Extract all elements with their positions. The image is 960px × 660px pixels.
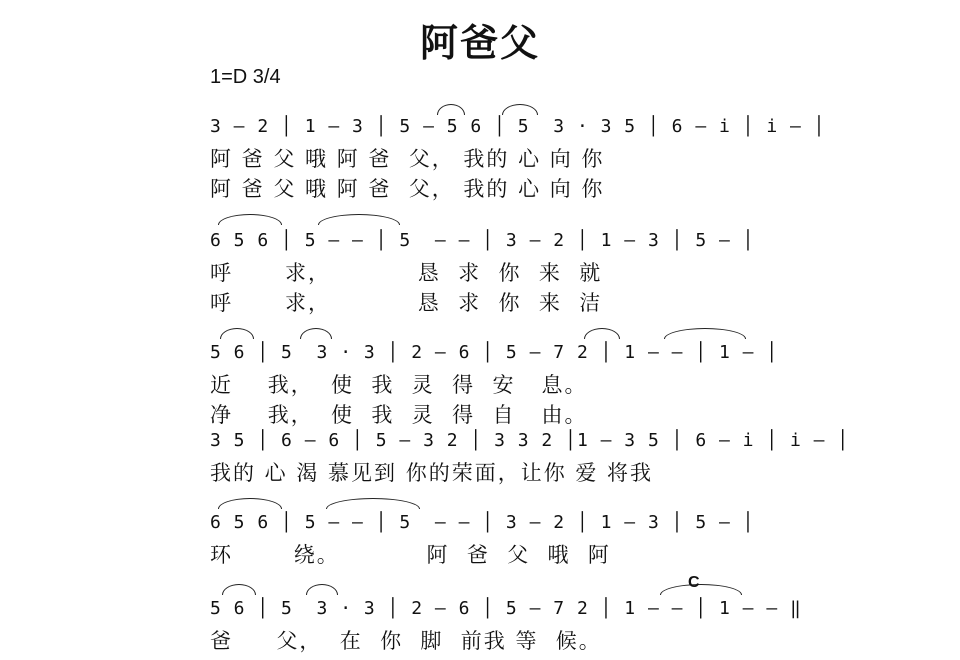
slur	[218, 214, 282, 225]
system-4	[210, 430, 850, 488]
notes-line: 3 – 2 │ 1 – 3 │ 5 – 5 6 │ 5 3 · 3 5 │ 6 – i │ i – │	[210, 116, 826, 137]
notes-line: 6 5 6 │ 5 – – │ 5 – – │ 3 – 2 │ 1 – 3 │ 5 – │	[210, 512, 755, 533]
lyric-line: 呼 求， 恳 求 你 来 就	[210, 261, 603, 285]
slur	[326, 498, 420, 509]
notes-line: 5 6 │ 5 3 · 3 │ 2 – 6 │ 5 – 7 2 │ 1 – – │ 1 – │	[210, 342, 779, 363]
notes-line: 3 5 │ 6 – 6 │ 5 – 3 2 │ 3 3 2 │1 – 3 5 │ 6 – i │ i – │	[210, 430, 850, 451]
slur	[660, 584, 742, 595]
system-1	[210, 116, 826, 204]
slur	[222, 584, 256, 595]
system-3	[210, 342, 779, 430]
song-title: 阿爸父	[419, 21, 540, 65]
lyric-line: 环 绕。 阿 爸 父 哦 阿	[210, 543, 611, 567]
lyric-line: 净 我， 使 我 灵 得 自 由。	[210, 403, 588, 427]
slur	[220, 328, 254, 339]
slur	[584, 328, 620, 339]
slur	[300, 328, 332, 339]
lyric-line: 我的 心 渴 慕见到 你的荣面，让你 爱 将我	[210, 461, 654, 485]
lyric-line: 爸 父， 在 你 脚 前我 等 候。	[210, 629, 602, 653]
lyric-line: 呼 求， 恳 求 你 来 洁	[210, 291, 603, 315]
system-5	[210, 512, 770, 570]
system-2	[210, 230, 770, 318]
lyric-line: 阿 爸 父 哦 阿 爸 父， 我的 心 向 你	[210, 177, 605, 201]
key-signature: 1=D 3/4	[210, 66, 281, 88]
slur	[437, 104, 465, 115]
slur	[502, 104, 538, 115]
slur	[218, 498, 282, 509]
slur	[306, 584, 338, 595]
notes-line: 5 6 │ 5 3 · 3 │ 2 – 6 │ 5 – 7 2 │ 1 – – │ 1 – – ‖	[210, 598, 802, 619]
lyric-line: 近 我， 使 我 灵 得 安 息。	[210, 373, 588, 397]
coda-mark: C	[688, 574, 700, 591]
notes-line: 6 5 6 │ 5 – – │ 5 – – │ 3 – 2 │ 1 – 3 │ 5 – │	[210, 230, 755, 251]
system-6	[210, 598, 802, 656]
slur	[664, 328, 746, 339]
slur	[318, 214, 400, 225]
lyric-line: 阿 爸 父 哦 阿 爸 父， 我的 心 向 你	[210, 147, 605, 171]
